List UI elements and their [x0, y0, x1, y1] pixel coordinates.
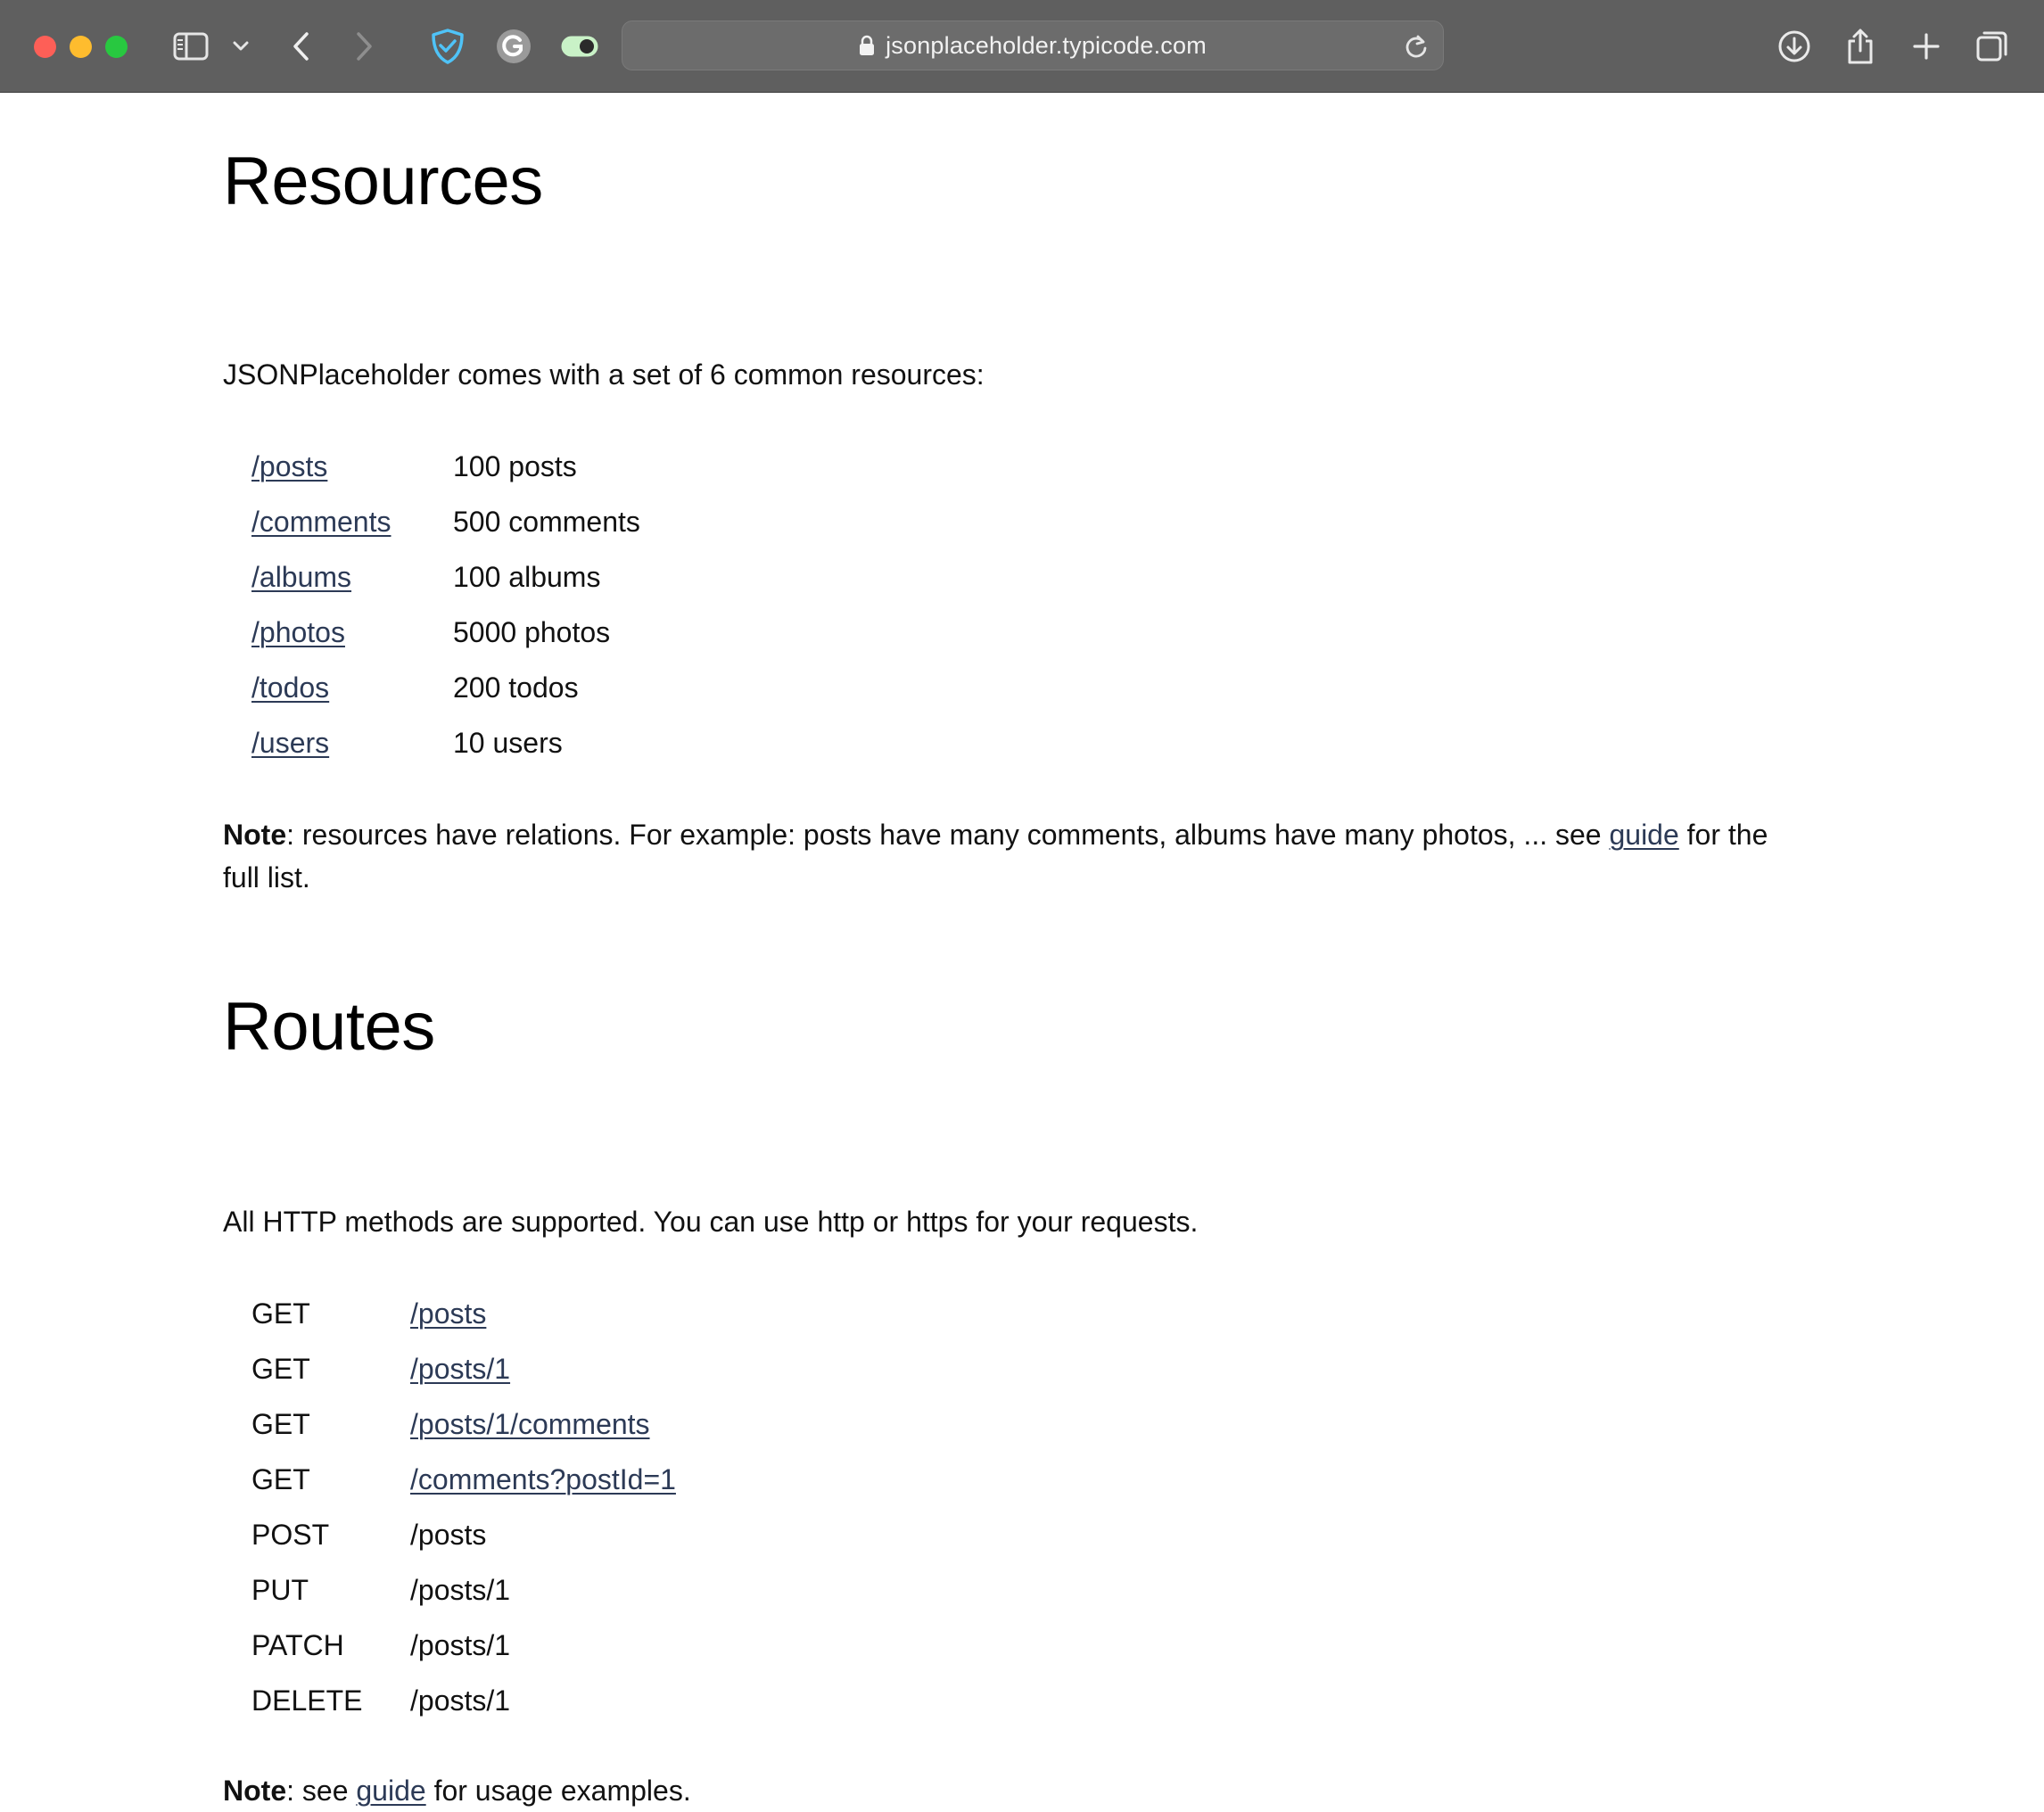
lock-icon — [859, 35, 875, 56]
reload-icon[interactable] — [1402, 32, 1430, 61]
route-link[interactable]: /posts — [410, 1297, 487, 1330]
chevron-down-icon[interactable] — [223, 23, 259, 70]
resource-link-todos[interactable]: /todos — [251, 671, 330, 704]
guide-link[interactable]: guide — [356, 1775, 426, 1807]
grammarly-extension-icon[interactable] — [490, 23, 537, 70]
http-method: GET — [251, 1352, 310, 1385]
route-path: /posts — [410, 1518, 487, 1551]
route-link[interactable]: /comments?postId=1 — [410, 1462, 676, 1495]
resource-link-posts[interactable]: /posts — [251, 449, 328, 482]
share-icon[interactable] — [1837, 23, 1883, 70]
close-window-button[interactable] — [34, 36, 56, 58]
table-row — [251, 1452, 676, 1507]
http-method: POST — [251, 1518, 330, 1551]
note-label: Note — [223, 1775, 287, 1807]
resource-count: 200 todos — [453, 671, 579, 704]
route-path: /posts/1 — [410, 1628, 511, 1661]
table-row — [251, 549, 640, 605]
resources-intro: JSONPlaceholder comes with a set of 6 common resources: — [223, 358, 985, 391]
address-bar[interactable] — [622, 21, 1444, 70]
resources-table — [251, 439, 640, 770]
downloads-icon[interactable] — [1771, 23, 1817, 70]
http-method: GET — [251, 1462, 310, 1495]
note-text: : resources have relations. For example: posts have many comments, albums have many photos, ... see — [286, 819, 1610, 851]
routes-note — [223, 1769, 691, 1812]
table-row — [251, 439, 640, 494]
route-link[interactable]: /posts/1/comments — [410, 1407, 650, 1440]
guide-link[interactable]: guide — [1609, 819, 1679, 851]
resource-link-users[interactable]: /users — [251, 726, 330, 759]
routes-intro: All HTTP methods are supported. You can use http or https for your requests. — [223, 1206, 1199, 1238]
sidebar-toggle-icon[interactable] — [168, 23, 214, 70]
table-row — [251, 1507, 676, 1562]
resource-link-albums[interactable]: /albums — [251, 560, 352, 593]
note-text: for the full list. — [223, 819, 1768, 894]
routes-table — [251, 1286, 676, 1728]
resource-count: 500 comments — [453, 505, 640, 538]
resource-count: 5000 photos — [453, 615, 611, 648]
http-method: GET — [251, 1407, 310, 1440]
shield-extension-icon[interactable] — [424, 23, 471, 70]
resource-link-comments[interactable]: /comments — [251, 505, 391, 538]
table-row — [251, 1396, 676, 1452]
resource-count: 10 users — [453, 726, 563, 759]
table-row — [251, 1341, 676, 1396]
forward-icon[interactable] — [341, 23, 387, 70]
new-tab-icon[interactable] — [1903, 23, 1949, 70]
route-path: /posts/1 — [410, 1573, 511, 1606]
table-row — [251, 1286, 676, 1341]
table-row — [251, 660, 640, 715]
http-method: GET — [251, 1297, 310, 1330]
browser-toolbar — [0, 0, 2044, 93]
resource-count: 100 posts — [453, 449, 577, 482]
resource-count: 100 albums — [453, 560, 601, 593]
minimize-window-button[interactable] — [70, 36, 92, 58]
table-row — [251, 494, 640, 549]
resources-note — [223, 813, 1810, 899]
resource-link-photos[interactable]: /photos — [251, 615, 345, 648]
table-row — [251, 1618, 676, 1673]
zoom-window-button[interactable] — [105, 36, 128, 58]
note-text: : see — [286, 1775, 357, 1807]
table-row — [251, 1562, 676, 1618]
table-row — [251, 605, 640, 660]
resources-heading: Resources — [223, 144, 543, 219]
table-row — [251, 1673, 676, 1728]
http-method: DELETE — [251, 1684, 363, 1717]
route-link[interactable]: /posts/1 — [410, 1352, 511, 1385]
http-method: PUT — [251, 1573, 309, 1606]
back-icon[interactable] — [278, 23, 325, 70]
note-label: Note — [223, 819, 287, 851]
toggle-extension-icon[interactable] — [556, 23, 603, 70]
table-row — [251, 715, 640, 770]
http-method: PATCH — [251, 1628, 344, 1661]
route-path: /posts/1 — [410, 1684, 511, 1717]
url-text: jsonplaceholder.typicode.com — [886, 31, 1207, 59]
tab-overview-icon[interactable] — [1969, 23, 2015, 70]
routes-heading: Routes — [223, 989, 435, 1065]
note-text: for usage examples. — [425, 1775, 691, 1807]
